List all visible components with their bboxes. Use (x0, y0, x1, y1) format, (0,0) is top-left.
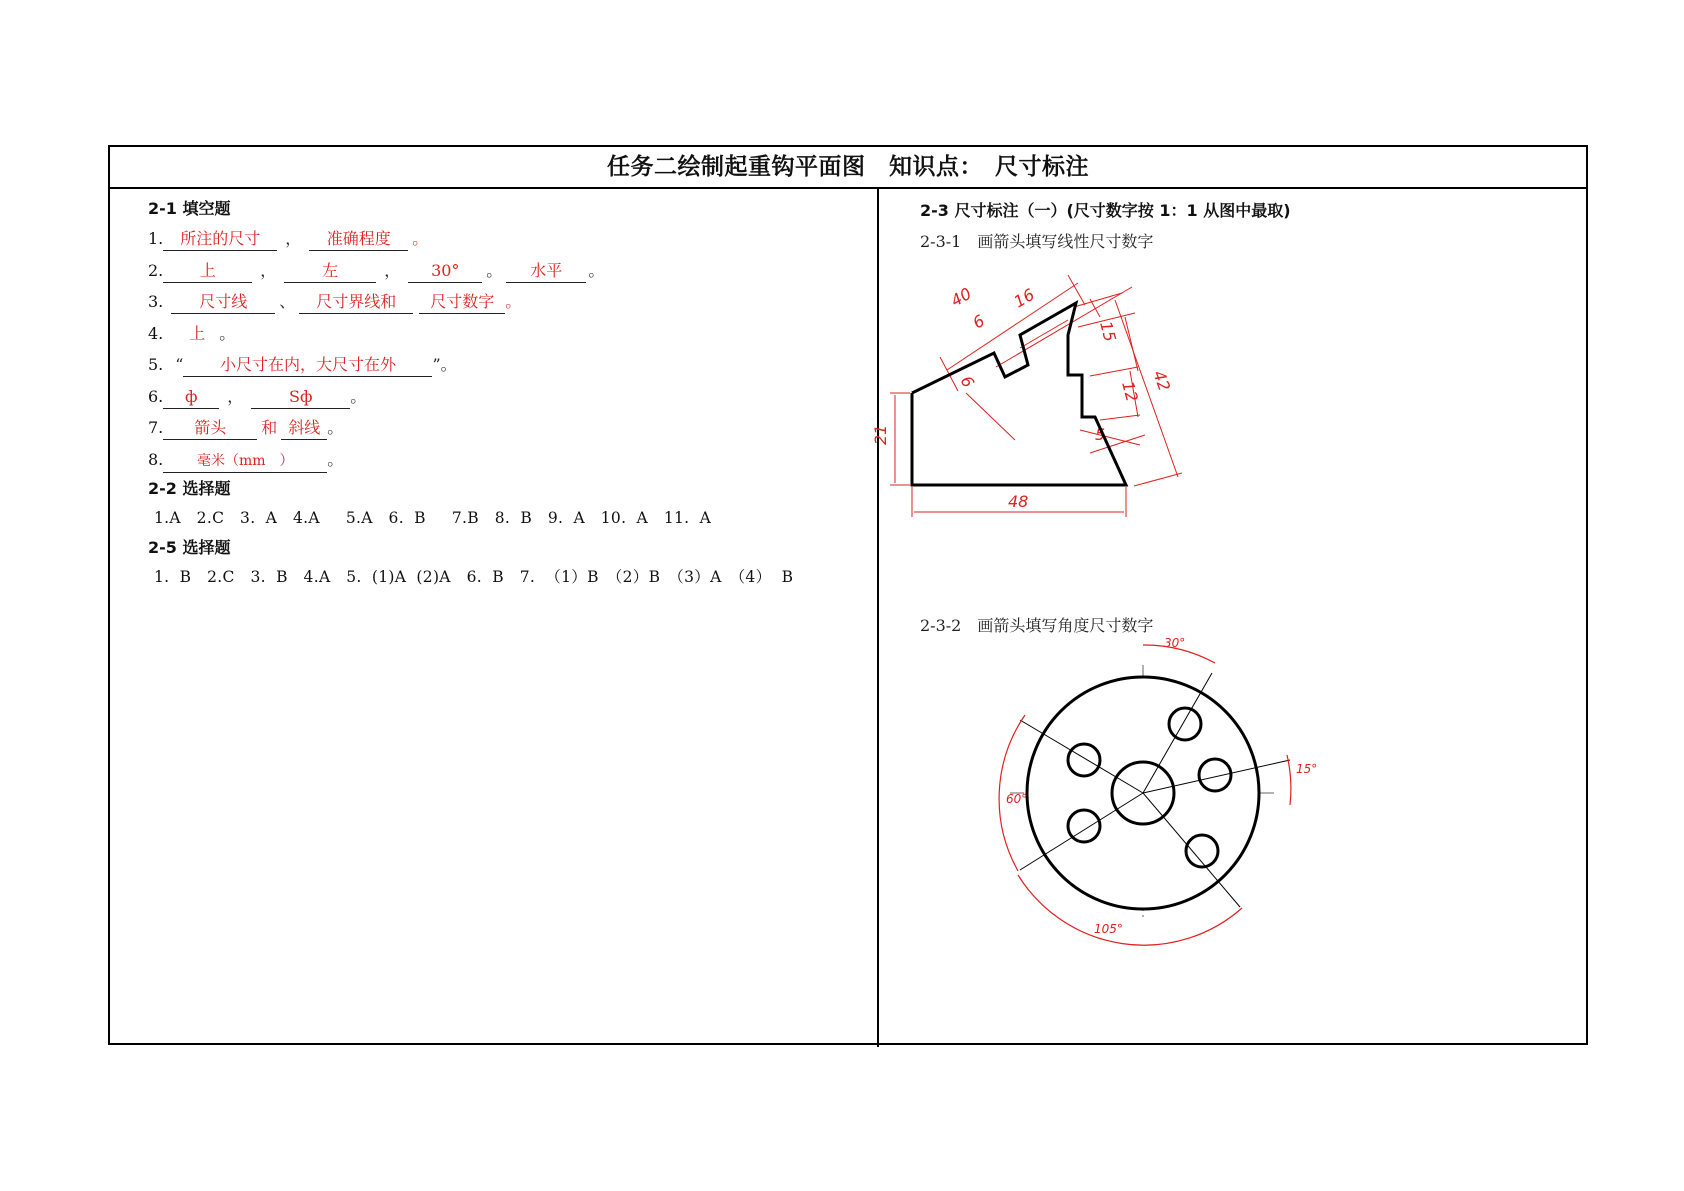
angle-label-30: 30° (1164, 636, 1186, 650)
quote-close: ”。 (432, 355, 457, 374)
answer-blank[interactable]: 毫米（mm ） (163, 451, 327, 473)
answer-blank[interactable]: 尺寸界线和 (299, 292, 413, 314)
separator: ， (285, 229, 302, 248)
answer-blank[interactable]: 斜线 (281, 418, 327, 440)
question-number: 7. (148, 418, 164, 437)
answer-blank[interactable]: Sф (251, 387, 350, 409)
section-heading-dimensioning: 2-3 尺寸标注（一）(尺寸数字按 1：1 从图中最取) (920, 201, 1291, 220)
dim-label-42: 42 (1149, 367, 1175, 394)
end-mark: 。 (327, 449, 344, 469)
answer-text[interactable]: 上 (189, 323, 206, 343)
answer-blank[interactable]: 30° (408, 261, 482, 283)
question-7 (148, 412, 868, 444)
question-number: 8. (148, 449, 164, 469)
angle-dimension-drawing (1006, 636, 1320, 945)
question-6 (148, 381, 868, 413)
question-number: 2. (148, 260, 164, 280)
separator: ， (227, 386, 244, 406)
angle-label-60: 60° (1006, 792, 1028, 806)
dim-label-6b: 6 (956, 372, 979, 391)
answer-blank[interactable]: ф (163, 387, 219, 409)
dim-label-5: 5 (1095, 425, 1106, 444)
section-heading-choice-2-2: 2-2 选择题 (148, 479, 231, 498)
angle-label-105: 105° (1094, 922, 1123, 936)
question-number: 4. (148, 323, 164, 343)
part-outline (912, 303, 1126, 485)
column-divider (877, 187, 879, 1047)
answer-blank[interactable]: 左 (284, 261, 376, 283)
question-2 (148, 255, 868, 287)
answer-blank[interactable]: 水平 (506, 261, 586, 283)
choice-answers-2-2: 1.A 2.C 3. A 4.A 5.A 6. B 7.B 8. B 9. A 10. A 11. A (154, 509, 712, 527)
dim-label-40: 40 (947, 283, 975, 311)
question-number: 5. (148, 355, 164, 374)
left-column (148, 195, 868, 593)
dim-label-21: 21 (871, 424, 890, 445)
dim-label-16: 16 (1010, 284, 1038, 312)
quote-open: “ (175, 355, 184, 374)
worksheet-table (108, 145, 1588, 1045)
subheading-angle-dimensions: 2-3-2 画箭头填写角度尺寸数字 (920, 616, 1154, 635)
answer-blank[interactable]: 尺寸线 (171, 292, 275, 314)
dim-label-12: 12 (1118, 379, 1142, 404)
choice-answers-2-5: 1. B 2.C 3. B 4.A 5. (1)A (2)A 6. B 7. （1）B （2）B （3）A （4） B (154, 568, 794, 586)
question-4 (148, 318, 868, 350)
answer-blank[interactable]: 上 (163, 261, 252, 283)
end-mark: 。 (412, 229, 429, 248)
dim-label-6a: 6 (969, 310, 988, 333)
end-mark: 。 (350, 386, 367, 406)
question-number: 3. (148, 292, 164, 311)
end-mark: 。 (327, 418, 344, 437)
question-8 (148, 444, 868, 476)
answer-blank[interactable]: 尺寸数字 (419, 292, 505, 314)
separator: 、 (279, 292, 296, 311)
angle-label-15: 15° (1296, 762, 1318, 776)
question-number: 6. (148, 386, 164, 406)
answer-blank[interactable]: 小尺寸在内，大尺寸在外 (183, 355, 432, 377)
section-heading-fill-blank: 2-1 填空题 (148, 199, 231, 218)
end-mark: 。 (219, 323, 236, 343)
page-title: 任务二绘制起重钩平面图 知识点： 尺寸标注 (110, 147, 1586, 189)
dim-label-15: 15 (1096, 319, 1120, 344)
separator: 。 (486, 260, 503, 280)
end-mark: 。 (505, 292, 522, 311)
separator: ， (384, 260, 401, 280)
separator: ， (260, 260, 277, 280)
subheading-linear-dimensions: 2-3-1 画箭头填写线性尺寸数字 (920, 232, 1154, 251)
answer-blank[interactable]: 准确程度 (309, 229, 408, 251)
connector-text: 和 (261, 418, 278, 437)
dim-label-48: 48 (1008, 492, 1029, 511)
answer-blank[interactable]: 所注的尺寸 (163, 229, 277, 251)
question-3 (148, 286, 868, 318)
question-number: 1. (148, 229, 164, 248)
section-heading-choice-2-5: 2-5 选择题 (148, 538, 231, 557)
question-5 (148, 349, 868, 381)
end-mark: 。 (588, 260, 605, 280)
answer-blank[interactable]: 箭头 (163, 418, 257, 440)
linear-dimension-drawing (871, 255, 1300, 565)
question-1 (148, 223, 868, 255)
